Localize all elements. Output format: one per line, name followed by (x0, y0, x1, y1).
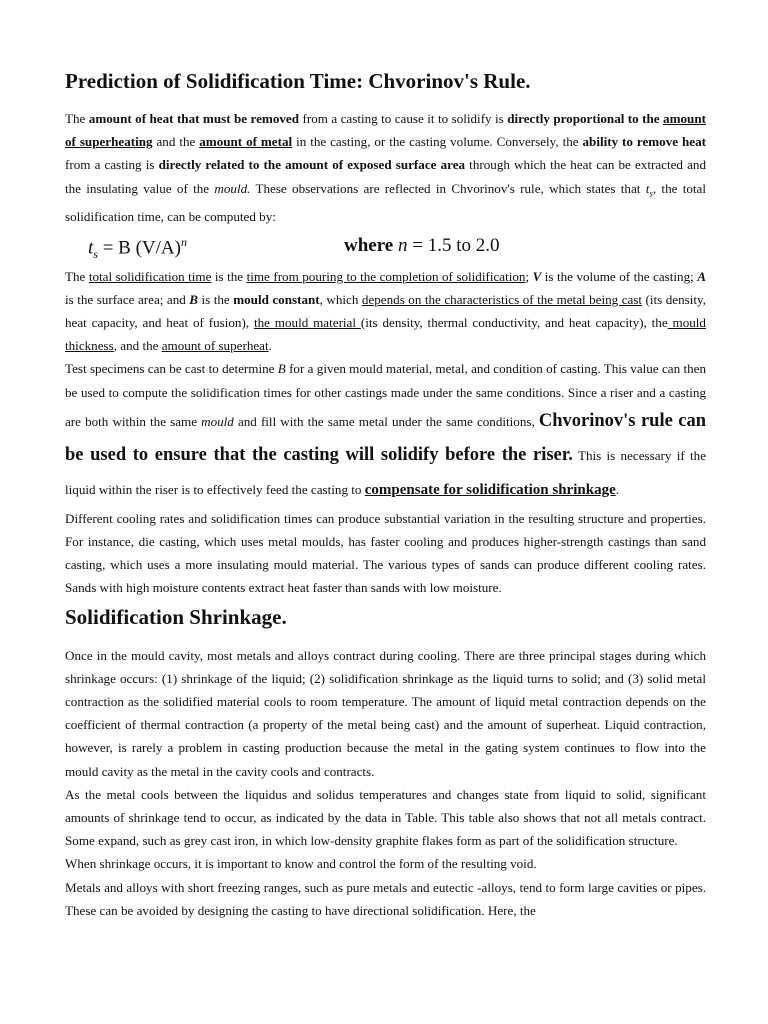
bold-text: ability to remove heat (582, 134, 706, 150)
subscript: s (649, 188, 653, 199)
paragraph-cooling-rates: Different cooling rates and solidification times can produce substantial variation in the resulting structure and properties. For instance, die casting, which uses metal moulds, has faster cooling and produces higher-strength castings than sand casting, which uses a more insulating mould material. The various types of sands can produce different cooling rates. Sands with high moisture contents extract heat faster than sands with low moisture. (65, 510, 706, 596)
paragraph-liquidus-solidus: As the metal cools between the liquidus and solidus temperatures and changes state from liquid to solid, significant amounts of shrinkage tend to occur, as indicated by the data in Table. This table also shows that not all metals contract. Some expand, such as grey cast iron, in which low-density graphite flakes form as part of the solidification structure. (65, 786, 706, 849)
text: , the total solidification time, can be computed by: (65, 180, 706, 225)
paragraph-contraction: Once in the mould cavity, most metals and alloys contract during cooling. There are three principal stages during which shrinkage occurs: (1) shrinkage of the liquid; (2) solidification shrinkage as the liquid turns to solid; and (3) solid metal contraction as the solidified material cools to room temperature. The amount of liquid metal contraction depends on the coefficient of thermal contraction (a property of the metal being cast) and the amount of superheat. Liquid contraction, however, is rarely a problem in casting production because the metal in the gating system continues to flow into the mould cavity as the metal in the cavity cools and contracts. (65, 647, 706, 779)
text: from a casting to cause it to solidify is (299, 111, 508, 126)
heading-solidification-shrinkage: Solidification Shrinkage. (65, 604, 287, 629)
heading-chvorinov: Prediction of Solidification Time: Chvorinov's Rule. (65, 69, 531, 93)
bold-underlined-text: amount of superheating (65, 111, 706, 150)
text: The (65, 111, 89, 126)
bold-text: amount of heat that must be removed (88, 111, 300, 126)
underlined-text: depends on the characteristics of the metal being cast (361, 291, 643, 307)
bold-text: directly proportional to the (507, 111, 664, 126)
text: through which the heat can be extracted and the insulating value of the (65, 157, 707, 196)
paragraph-void-control: When shrinkage occurs, it is important to know and control the form of the resulting void. (65, 856, 537, 872)
bold-underlined-text: amount of metal (199, 134, 293, 150)
paragraph-freezing-ranges: Metals and alloys with short freezing ranges, such as pure metals and eutectic -alloys, tend to form large cavities or pipes. These can be avoided by designing the casting to have directional solidification. Here, the (65, 879, 706, 918)
paragraph-test-specimens: Test specimens can be cast to determine B for a given mould material, metal, and condition of casting. This value can then be used to compute the solidification times for other castings made under the same conditions. Since a riser and a casting are both within the same mould and fill with the same metal under the same conditions, Chvorinov's rule can be used to ensure that the casting will solidify before the riser. This is necessary if the liquid within the riser is to effectively feed the casting to compensate for solidification shrinkage. (65, 361, 707, 498)
underlined-text: mould thickness (65, 315, 706, 354)
italic-text: mould. (214, 180, 251, 196)
bold-text: directly related to the amount of exposed surface area (158, 157, 466, 173)
emphasized-underlined-text: compensate for solidification shrinkage (364, 481, 616, 498)
text: These observations are reflected in Chvorinov's rule, which states that (250, 180, 646, 196)
underlined-text: total solidification time (88, 268, 212, 284)
underlined-text: amount of superheat (161, 338, 269, 354)
bold-text: mould constant (233, 291, 320, 307)
underlined-text: time from pouring to the completion of solidification (246, 268, 526, 284)
paragraph-heat-removal (65, 107, 706, 229)
formula-equation: $t_s = B$ $(V/A)^n$ (88, 234, 187, 261)
italic-text: t (645, 180, 650, 196)
text: from a casting is (65, 157, 159, 173)
underlined-text: the mould material (253, 315, 361, 331)
emphasized-statement: Chvorinov's rule can be used to ensure that the casting will solidify before the riser. (65, 410, 706, 465)
chvorinov-formula (65, 231, 706, 263)
text: in the casting, or the casting volume. Conversely, the (292, 134, 583, 150)
paragraph-definitions: The total solidification time is the time from pouring to the completion of solidification; V is the volume of the casting; A is the surface area; and B is the mould constant, which depends on the characteristics of the metal being cast (its density, heat capacity, and heat of fusion), the mould material (its density, thermal conductivity, and heat capacity), the mould thickness, and the amount of superheat. (65, 268, 707, 354)
text: and the (152, 134, 200, 150)
formula-exponent-range: where n = 1.5 to 2.0 (344, 234, 500, 256)
